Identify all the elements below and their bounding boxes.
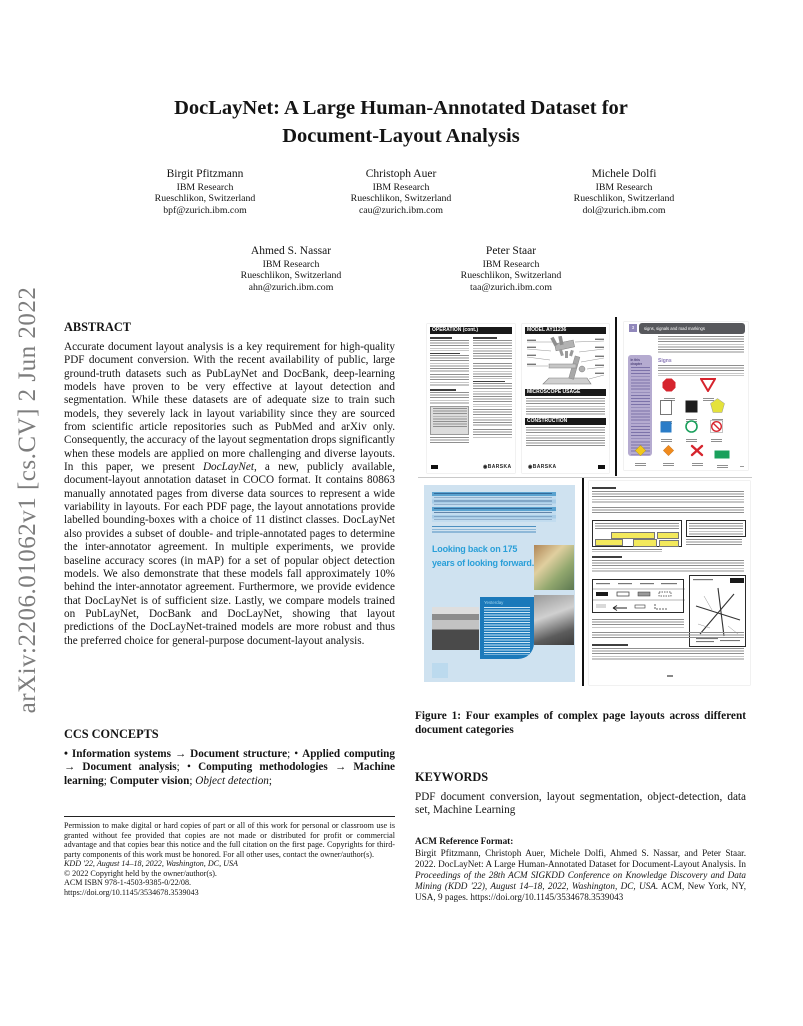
acm-reference-heading: ACM Reference Format: <box>415 836 514 846</box>
author-email[interactable]: cau@zurich.ibm.com <box>358 204 444 216</box>
ccs-section <box>64 727 395 788</box>
keywords-section <box>415 770 746 818</box>
author-block <box>306 168 496 216</box>
figure-1 <box>418 315 752 695</box>
sidebar-title: In this chapter <box>630 357 643 366</box>
ccs-text: • Information systems → Document structure; • Applied computing → Document analysis; • Computing methodologies → Machine learning; Computer vision; Object detection; <box>64 748 396 787</box>
railway-crossing-icon <box>690 444 704 466</box>
author-location: Rueschlikon, Switzerland <box>350 193 452 205</box>
arxiv-watermark: arXiv:2206.01062v1 [cs.CV] 2 Jun 2022 <box>14 286 41 714</box>
report-headline: Looking back on 175 years of looking forward. <box>432 544 535 569</box>
page-number-placeholder <box>667 675 673 677</box>
runway-legend-table-placeholder <box>592 579 684 613</box>
microscope-illustration <box>525 336 606 386</box>
figure-divider-horizontal <box>418 477 752 478</box>
signs-section-heading: Signs <box>658 358 672 364</box>
figure-page-manual-right <box>522 324 609 473</box>
manual-section-bar: CONSTRUCTION <box>525 418 606 425</box>
text-placeholder <box>658 336 744 354</box>
text-placeholder <box>473 336 512 445</box>
text-placeholder <box>526 427 605 448</box>
barska-logo: ◉BARSKA <box>528 464 557 470</box>
text-placeholder <box>631 367 650 455</box>
author-name: Ahmed S. Nassar <box>250 245 332 257</box>
school-zone-sign-icon <box>710 398 725 422</box>
footnote-block <box>64 816 395 897</box>
chapter-title-bar: signs, signals and road markings <box>639 323 745 334</box>
manual-section-bar: MODEL AY11236 <box>525 327 606 334</box>
author-block <box>110 168 300 216</box>
text-placeholder <box>432 526 536 534</box>
text-placeholder-columns <box>427 336 515 445</box>
author-block <box>529 168 719 216</box>
figure-page-road-signs <box>624 322 748 470</box>
stop-sign-icon <box>662 378 676 401</box>
construction-sign-icon <box>662 444 675 466</box>
heading-placeholder <box>592 556 622 558</box>
chapter-contents-sidebar <box>628 355 652 456</box>
author-location: Rueschlikon, Switzerland <box>154 193 256 205</box>
author-email[interactable]: dol@zurich.ibm.com <box>582 204 666 216</box>
author-org: IBM Research <box>176 182 234 193</box>
speed-zone-sign-icon <box>685 400 698 422</box>
warning-sign-icon <box>634 444 647 466</box>
keywords-text: PDF document conversion, layout segmentation, object-detection, data set, Machine Learning <box>415 791 746 817</box>
text-placeholder <box>686 539 742 545</box>
text-placeholder <box>592 619 684 628</box>
manual-section-bar: MICROSCOPE USAGE <box>525 389 606 396</box>
figure-page-manual-left <box>427 324 515 473</box>
guide-sign-icon <box>714 446 730 468</box>
figure-divider-vertical-bottom <box>582 478 584 686</box>
author-org: IBM Research <box>482 259 540 270</box>
author-org: IBM Research <box>372 182 430 193</box>
photo-old-storefront <box>432 607 479 650</box>
page-number-placeholder <box>740 466 744 468</box>
author-name: Christoph Auer <box>365 168 437 180</box>
photo-historic-appliance <box>534 595 574 645</box>
heading-placeholder <box>592 487 616 489</box>
author-block <box>416 245 606 293</box>
text-placeholder <box>592 507 744 515</box>
chapter-number-chip: 3 <box>629 324 637 332</box>
figure-caption: Figure 1: Four examples of complex page layouts across different document categories <box>415 710 746 736</box>
photo-woman-at-desk <box>534 545 574 590</box>
conference-line: KDD '22, August 14–18, 2022, Washington, DC, USA <box>64 859 238 868</box>
text-placeholder <box>430 336 469 445</box>
text-placeholder <box>484 607 530 655</box>
permitted-sign-icon <box>685 420 698 442</box>
barska-logo: ◉BARSKA <box>483 464 512 470</box>
text-placeholder <box>592 491 744 503</box>
footnote-rule <box>64 816 395 817</box>
author-org: IBM Research <box>262 259 320 270</box>
prohibited-sign-icon <box>710 420 723 442</box>
author-name: Peter Staar <box>485 245 537 257</box>
author-name: Michele Dolfi <box>591 168 657 180</box>
author-location: Rueschlikon, Switzerland <box>240 270 342 282</box>
figure-page-annual-report <box>424 485 575 682</box>
ccs-heading: CCS CONCEPTS <box>64 727 159 741</box>
paper-title: DocLayNet: A Large Human-Annotated Dataset for Document-Layout Analysis <box>174 97 628 147</box>
doi-link[interactable]: https://doi.org/10.1145/3534678.3539043 <box>64 887 199 897</box>
abstract-heading: ABSTRACT <box>64 320 131 334</box>
heading-placeholder <box>592 644 628 646</box>
figure-page-airport-document <box>589 481 750 685</box>
author-email[interactable]: bpf@zurich.ibm.com <box>163 204 247 216</box>
author-email[interactable]: ahn@zurich.ibm.com <box>248 281 334 293</box>
permission-text: Permission to make digital or hard copies of part or all of this work for personal or classroom use is granted without fee provided that copies are not made or distributed for profit or commercial advantage and that copies bear this notice and the full citation on the first page. Copyrights for third-party components of this work must be honored. For all other uses, contact the owner/author(s). <box>64 821 395 859</box>
text-placeholder <box>658 365 744 376</box>
page-number-box <box>431 465 438 469</box>
text-placeholder <box>592 632 744 640</box>
author-location: Rueschlikon, Switzerland <box>573 193 675 205</box>
manual-section-bar: OPERATION (cont.) <box>430 327 512 334</box>
text-placeholder <box>592 648 744 661</box>
author-org: IBM Research <box>595 182 653 193</box>
decorative-square <box>432 663 448 678</box>
figure-divider-vertical-top <box>615 317 617 476</box>
abstract-section <box>64 320 395 648</box>
page-number-box <box>598 465 605 469</box>
keywords-heading: KEYWORDS <box>415 770 489 784</box>
panel-title: Yesterday <box>484 600 504 605</box>
acm-reference-section <box>415 836 746 903</box>
microscope-diagram <box>525 336 606 386</box>
text-placeholder <box>592 560 744 573</box>
financial-calendar-table-placeholder <box>432 492 556 522</box>
acm-reference-text[interactable]: Birgit Pfitzmann, Christoph Auer, Michele Dolfi, Ahmed S. Nassar, and Peter Staar. 2022. DocLayNet: A Large Human-Annotated Dataset for Document-Layout Analysis. In Proceedings of the 28th ACM SIGKDD Conference on Knowledge Discovery and Data Mining (KDD '22), August 14–18, 2022, Washington, DC, USA. ACM, New York, NY, USA, 9 pages. https://doi.org/10.1145/3534678.3539043 <box>415 848 746 902</box>
author-name: Birgit Pfitzmann <box>166 168 244 180</box>
caption-placeholder <box>592 549 662 552</box>
information-sign-icon <box>660 420 672 442</box>
author-email[interactable]: taa@zurich.ibm.com <box>470 281 552 293</box>
yesterday-panel <box>480 597 534 659</box>
approach-table-placeholder <box>686 520 746 537</box>
abstract-text: Accurate document layout analysis is a key requirement for high-quality PDF document conversion. With the recent availability of public, large ground-truth datasets such as PubLayNet and DocBank, deep-learning models have proven to be very effective at layout detection and segmentation. While these datasets are of adequate size to train such models, they severely lack in layout variability since they are sourced from scientific article repositories such as PubMed and arXiv only. Consequently, the accuracy of the layout segmentation drops significantly when these models are applied on more challenging and diverse layouts. In this paper, we present DocLayNet, a new, publicly available, document-layout annotation dataset in COCO format. It contains 80863 manually annotated pages from diverse data sources to represent a wide variability in layouts. For each PDF page, the layout annotations provide labelled bounding-boxes with a choice of 11 distinct classes. DocLayNet also provides a subset of double- and triple-annotated pages to determine the inter-annotator agreement. In multiple experiments, we provide baseline accuracy scores (in mAP) for a set of popular object detection models. We also demonstrate that these models fall approximately 10% behind the inter-annotator agreement. Furthermore, we provide evidence that DocLayNet is of sufficient size. Lastly, we compare models trained on PubLayNet, DocBank and DocLayNet, showing that layout predictions of the DocLayNet-trained models are more robust and thus the preferred choice for general-purpose document-layout analysis. <box>64 341 395 647</box>
callout-box-placeholder <box>430 406 469 435</box>
author-block <box>196 245 386 293</box>
isbn-line: ACM ISBN 978-1-4503-9385-0/22/08. <box>64 878 192 887</box>
text-placeholder <box>526 398 605 415</box>
copyright-line: © 2022 Copyright held by the owner/author(s). <box>64 868 217 878</box>
author-location: Rueschlikon, Switzerland <box>460 270 562 282</box>
minimums-table-placeholder <box>592 520 682 547</box>
